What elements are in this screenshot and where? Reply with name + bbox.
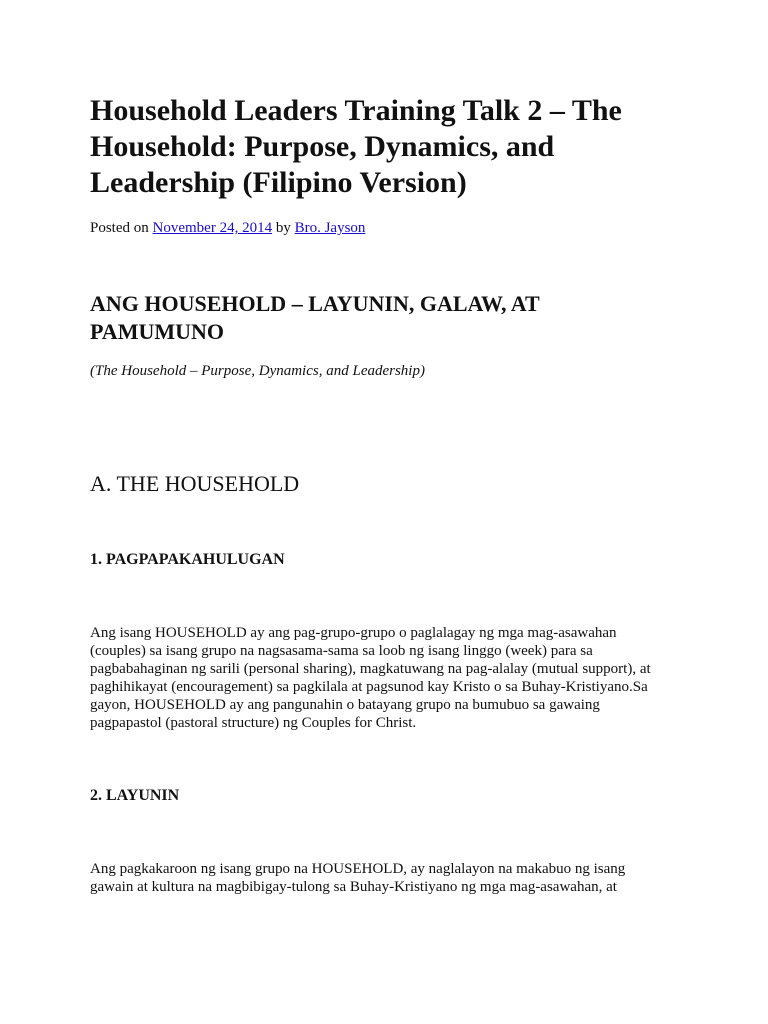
- english-subtitle: (The Household – Purpose, Dynamics, and Leadership): [90, 363, 425, 379]
- purpose-heading: 2. LAYUNIN: [90, 787, 180, 804]
- definition-heading: 1. PAGPAPAKAHULUGAN: [90, 551, 285, 568]
- definition-paragraph: Ang isang HOUSEHOLD ay ang pag-grupo-grupo o paglalagay ng mga mag-asawahan (couples) sa isang grupo na nagsasama-sama sa loob ng isang linggo (week) para sa pagbabahaginan ng sarili (personal sharing), magkatuwang na pag-alalay (mutual support), at paghihikayat (encouragement) sa pagkilala at pagsunod kay Kristo o sa Buhay-Kristiyano.Sa gayon, HOUSEHOLD ay ang pangunahin o batayang grupo na bumubuo sa gawaing pagpapastol (pastoral structure) ng Couples for Christ.: [90, 625, 651, 731]
- post-date-link[interactable]: November 24, 2014: [152, 220, 273, 236]
- by-label: by: [275, 220, 291, 236]
- posted-on-label: Posted on: [90, 220, 149, 236]
- main-heading: ANG HOUSEHOLD – LAYUNIN, GALAW, AT PAMUMUNO: [90, 291, 540, 344]
- post-meta: [90, 218, 365, 238]
- author-link[interactable]: Bro. Jayson: [294, 220, 366, 236]
- post-title: Household Leaders Training Talk 2 – The Household: Purpose, Dynamics, and Leadership (Filipino Version): [90, 94, 622, 199]
- purpose-paragraph: Ang pagkakaroon ng isang grupo na HOUSEHOLD, ay naglalayon na makabuo ng isang gawain at kultura na magbibigay-tulong sa Buhay-Kristiyano ng mga mag-asawahan, at: [90, 861, 626, 895]
- section-a-heading: A. THE HOUSEHOLD: [90, 471, 300, 496]
